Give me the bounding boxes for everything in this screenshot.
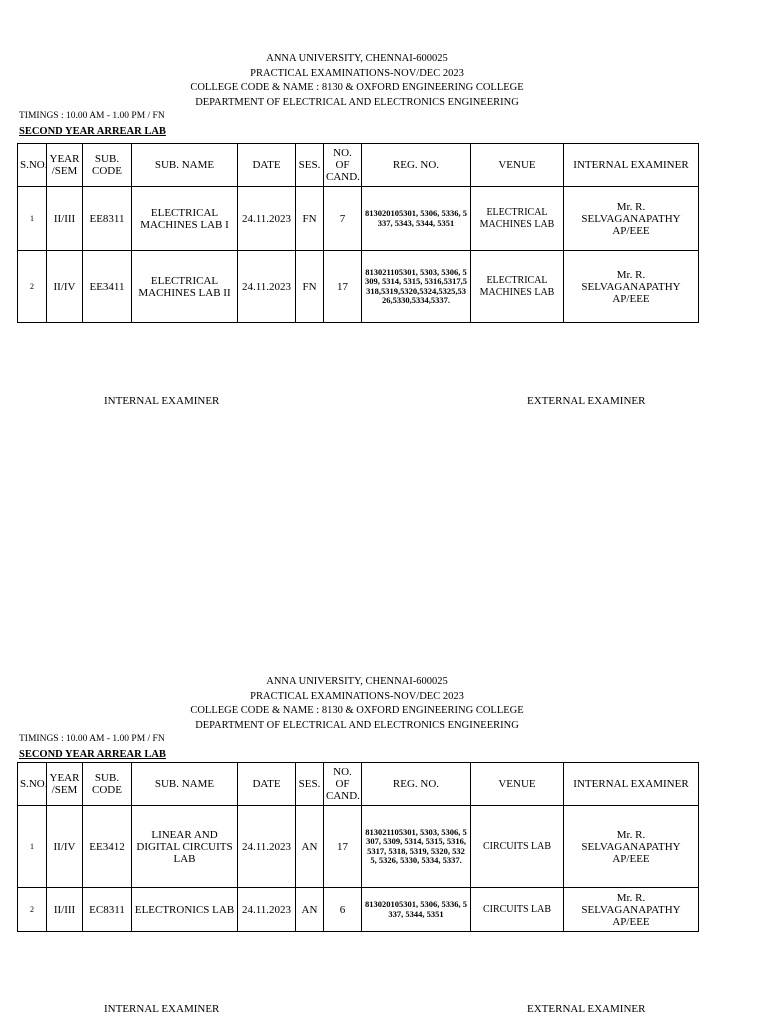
- university-title: ANNA UNIVERSITY, CHENNAI-600025: [266, 53, 448, 64]
- cell-year-sem: II/III: [47, 187, 83, 251]
- cell-no-of-cand: 7: [324, 187, 362, 251]
- cell-no-of-cand: 17: [324, 806, 362, 888]
- cell-sub-name: ELECTRICAL MACHINES LAB II: [132, 251, 238, 323]
- col-header-year-sem: YEAR /SEM: [47, 144, 83, 187]
- exam-table: [17, 762, 699, 932]
- cell-sub-code: EE3411: [83, 251, 132, 323]
- cell-sno: 1: [18, 187, 47, 251]
- col-header-sno: S.NO.: [18, 763, 47, 806]
- department-title: DEPARTMENT OF ELECTRICAL AND ELECTRONICS ENGINEERING: [195, 97, 519, 108]
- col-header-internal-examiner: INTERNAL EXAMINER: [564, 144, 699, 187]
- cell-year-sem: II/IV: [47, 806, 83, 888]
- external-examiner-signature: EXTERNAL EXAMINER: [527, 395, 646, 407]
- cell-sno: 2: [18, 251, 47, 323]
- col-header-internal-examiner: INTERNAL EXAMINER: [564, 763, 699, 806]
- cell-sub-code: EE8311: [83, 187, 132, 251]
- external-examiner-signature: EXTERNAL EXAMINER: [527, 1003, 646, 1015]
- cell-venue: ELECTRICAL MACHINES LAB: [471, 187, 564, 251]
- cell-internal-examiner: Mr. R. SELVAGANAPATHY AP/EEE: [564, 251, 699, 323]
- cell-reg-no: 813021105301, 5303, 5306, 5307, 5309, 5314, 5315, 5316, 5317, 5318, 5319, 5320, 5325, 5326, 5330, 5334, 5337.: [362, 806, 471, 888]
- table-row: [18, 806, 699, 888]
- exam-title: PRACTICAL EXAMINATIONS-NOV/DEC 2023: [250, 691, 464, 702]
- col-header-year-sem: YEAR /SEM: [47, 763, 83, 806]
- cell-sub-name: ELECTRICAL MACHINES LAB I: [132, 187, 238, 251]
- cell-sub-code: EE3412: [83, 806, 132, 888]
- col-header-reg-no: REG. NO.: [362, 763, 471, 806]
- cell-venue: ELECTRICAL MACHINES LAB: [471, 251, 564, 323]
- department-title: DEPARTMENT OF ELECTRICAL AND ELECTRONICS ENGINEERING: [195, 720, 519, 731]
- cell-venue: CIRCUITS LAB: [471, 806, 564, 888]
- table-header-row: [18, 763, 699, 806]
- cell-internal-examiner: Mr. R. SELVAGANAPATHY AP/EEE: [564, 187, 699, 251]
- cell-date: 24.11.2023: [238, 806, 296, 888]
- col-header-ses: SES.: [296, 763, 324, 806]
- cell-year-sem: II/IV: [47, 251, 83, 323]
- section-subtitle: SECOND YEAR ARREAR LAB: [19, 126, 166, 137]
- cell-sno: 2: [18, 888, 47, 932]
- cell-reg-no: 813020105301, 5306, 5336, 5337, 5343, 5344, 5351: [362, 187, 471, 251]
- cell-no-of-cand: 6: [324, 888, 362, 932]
- col-header-venue: VENUE: [471, 763, 564, 806]
- cell-ses: AN: [296, 806, 324, 888]
- col-header-ses: SES.: [296, 144, 324, 187]
- cell-date: 24.11.2023: [238, 187, 296, 251]
- col-header-sub-code: SUB. CODE: [83, 763, 132, 806]
- internal-examiner-signature: INTERNAL EXAMINER: [104, 1003, 220, 1015]
- college-title: COLLEGE CODE & NAME : 8130 & OXFORD ENGINEERING COLLEGE: [190, 82, 524, 93]
- section-subtitle: SECOND YEAR ARREAR LAB: [19, 749, 166, 760]
- exam-title: PRACTICAL EXAMINATIONS-NOV/DEC 2023: [250, 68, 464, 79]
- col-header-sub-name: SUB. NAME: [132, 763, 238, 806]
- cell-reg-no: 813020105301, 5306, 5336, 5337, 5344, 5351: [362, 888, 471, 932]
- cell-sub-code: EC8311: [83, 888, 132, 932]
- col-header-venue: VENUE: [471, 144, 564, 187]
- col-header-no-of-cand: NO. OF CAND.: [324, 763, 362, 806]
- cell-sno: 1: [18, 806, 47, 888]
- col-header-date: DATE: [238, 763, 296, 806]
- cell-internal-examiner: Mr. R. SELVAGANAPATHY AP/EEE: [564, 888, 699, 932]
- cell-ses: AN: [296, 888, 324, 932]
- internal-examiner-signature: INTERNAL EXAMINER: [104, 395, 220, 407]
- cell-ses: FN: [296, 187, 324, 251]
- cell-internal-examiner: Mr. R. SELVAGANAPATHY AP/EEE: [564, 806, 699, 888]
- cell-year-sem: II/III: [47, 888, 83, 932]
- cell-ses: FN: [296, 251, 324, 323]
- col-header-sub-name: SUB. NAME: [132, 144, 238, 187]
- cell-sub-name: ELECTRONICS LAB: [132, 888, 238, 932]
- timings-label: TIMINGS : 10.00 AM - 1.00 PM / FN: [19, 111, 165, 121]
- table-row: [18, 888, 699, 932]
- cell-no-of-cand: 17: [324, 251, 362, 323]
- col-header-date: DATE: [238, 144, 296, 187]
- cell-date: 24.11.2023: [238, 251, 296, 323]
- cell-date: 24.11.2023: [238, 888, 296, 932]
- timings-label: TIMINGS : 10.00 AM - 1.00 PM / FN: [19, 734, 165, 744]
- cell-sub-name: LINEAR AND DIGITAL CIRCUITS LAB: [132, 806, 238, 888]
- col-header-sub-code: SUB. CODE: [83, 144, 132, 187]
- university-title: ANNA UNIVERSITY, CHENNAI-600025: [266, 676, 448, 687]
- cell-reg-no: 813021105301, 5303, 5306, 5309, 5314, 5315, 5316,5317,5318,5319,5320,5324,5325,5326,5330,5334,5337.: [362, 251, 471, 323]
- col-header-no-of-cand: NO. OF CAND.: [324, 144, 362, 187]
- col-header-reg-no: REG. NO.: [362, 144, 471, 187]
- col-header-sno: S.NO.: [18, 144, 47, 187]
- college-title: COLLEGE CODE & NAME : 8130 & OXFORD ENGINEERING COLLEGE: [190, 705, 524, 716]
- cell-venue: CIRCUITS LAB: [471, 888, 564, 932]
